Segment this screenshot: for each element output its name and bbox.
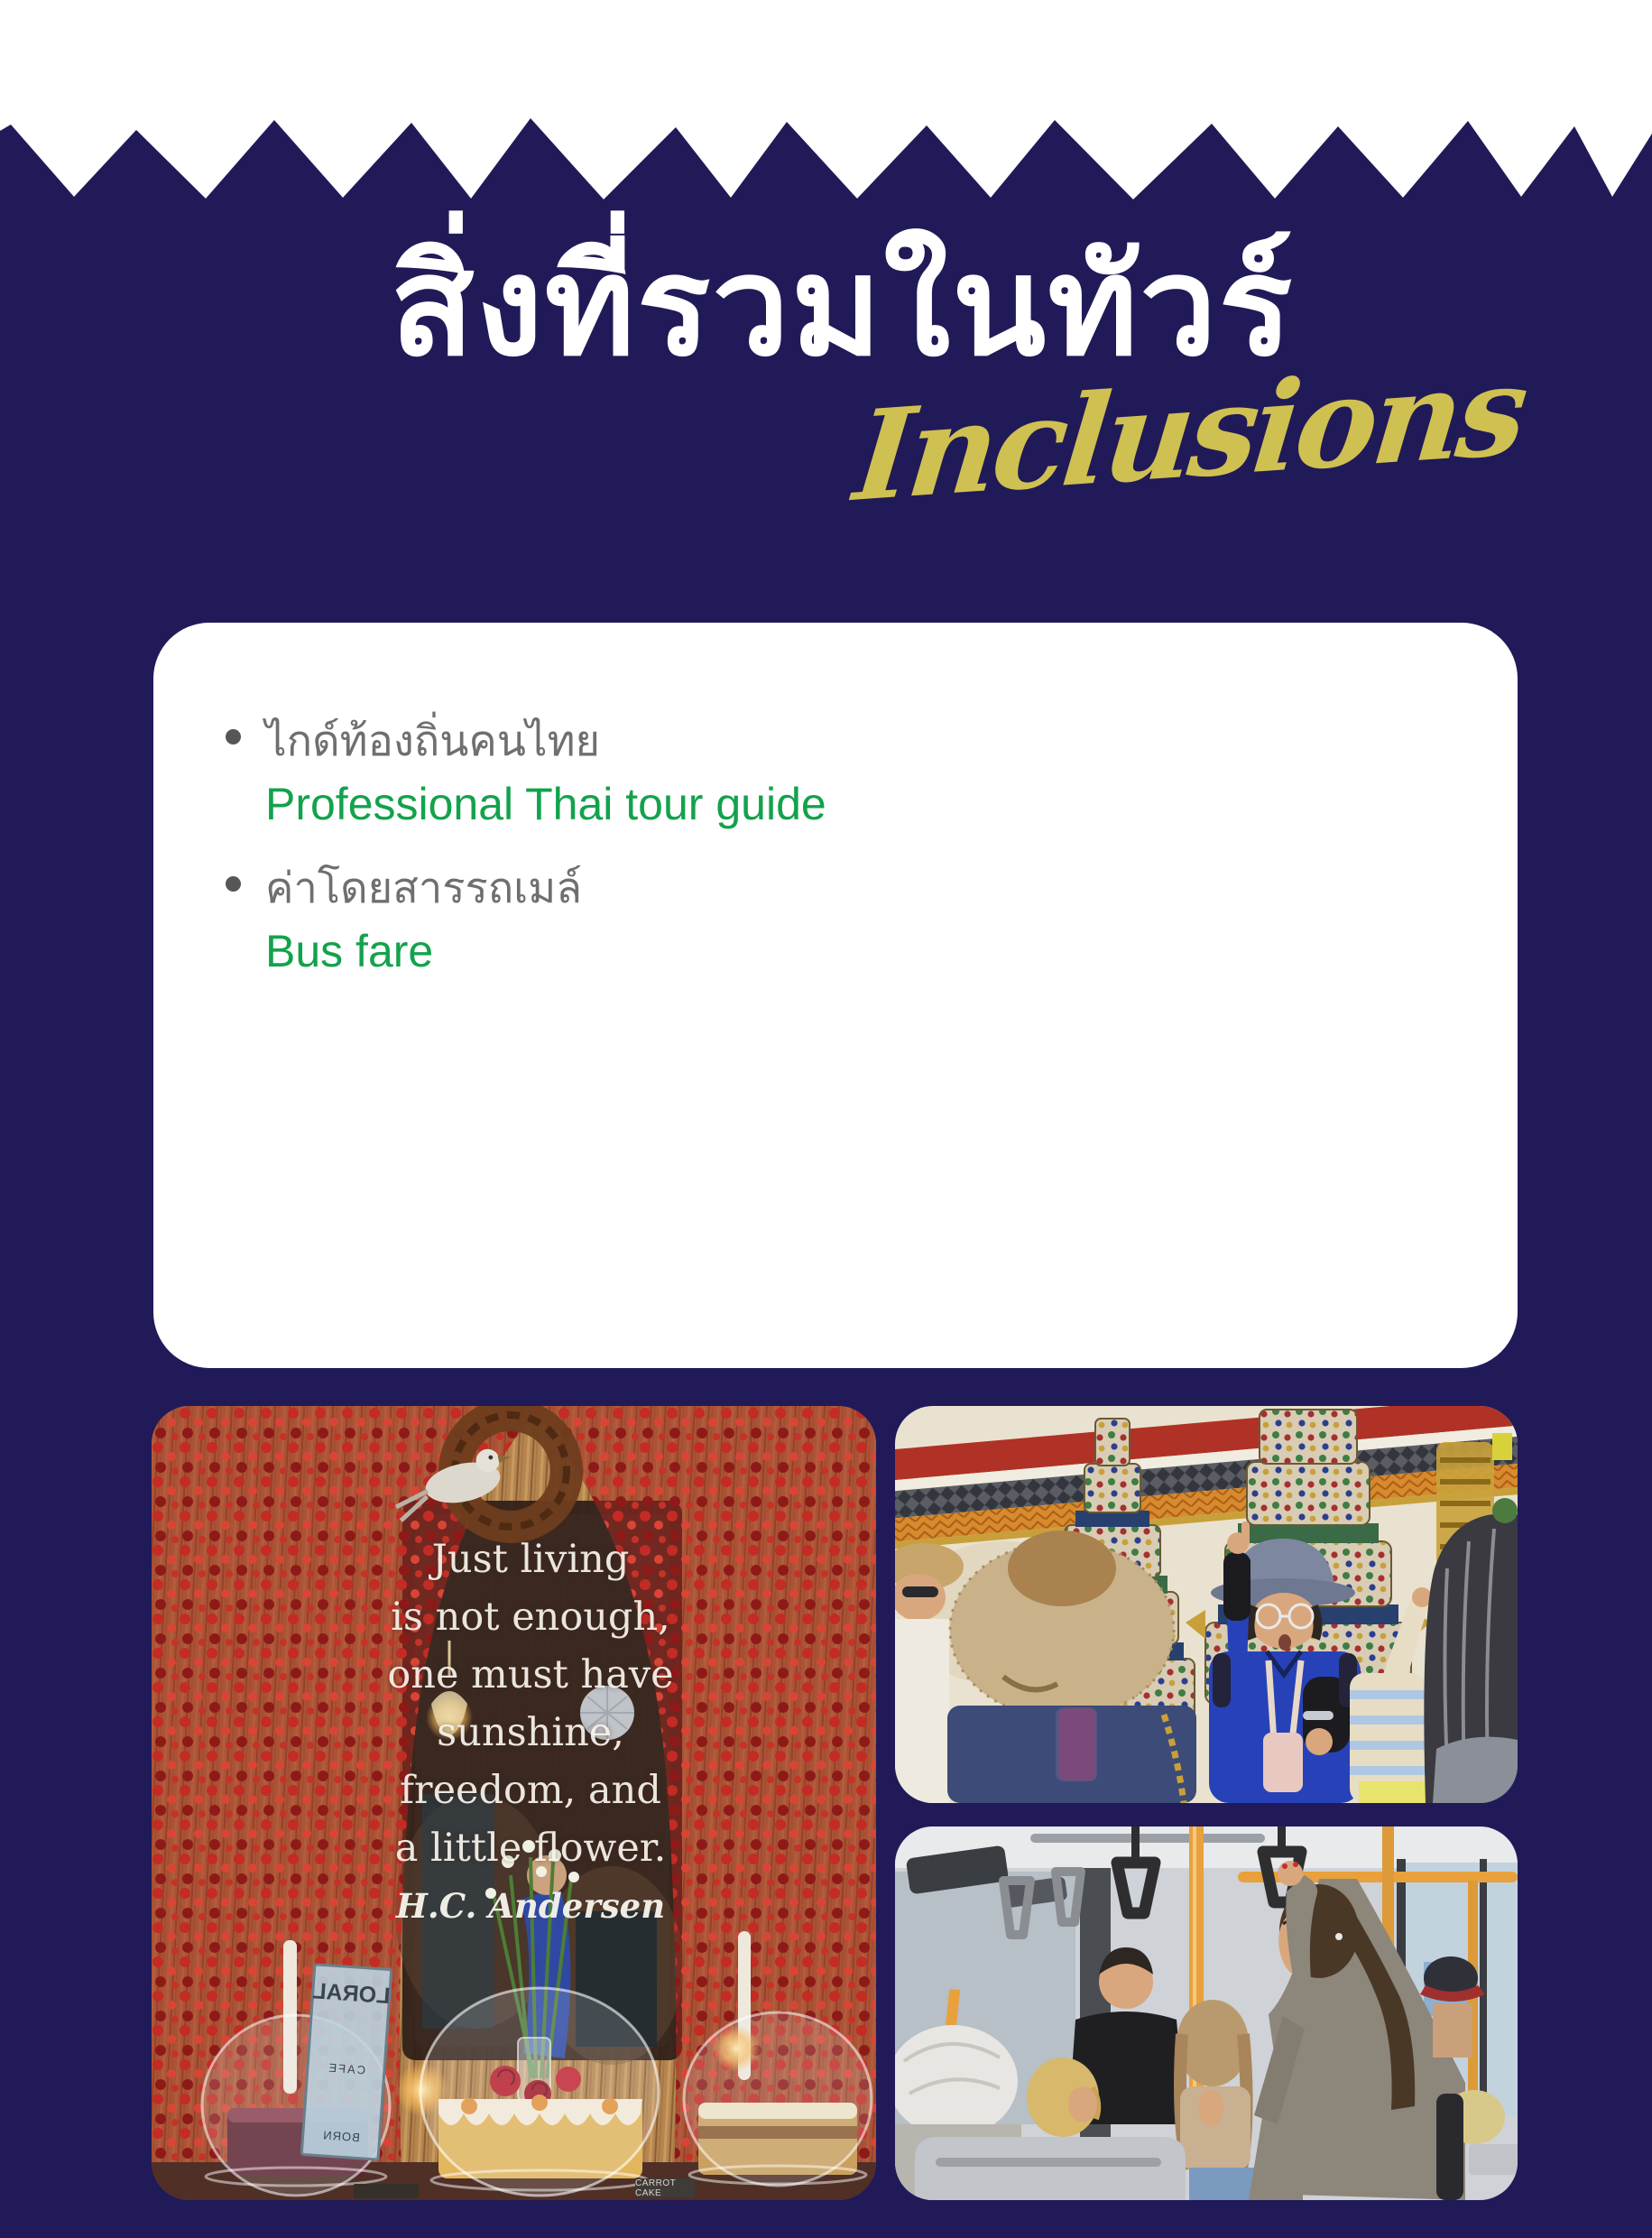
- quote-text: [379, 1531, 682, 1877]
- sign-line: LORAL: [311, 1978, 392, 2010]
- list-item-text: [265, 715, 826, 831]
- bus-illustration: [895, 1826, 1518, 2200]
- photo-bus-interior: [895, 1826, 1518, 2200]
- quote-attribution: H.C. Andersen: [395, 1886, 666, 1926]
- carrot-cake-label: CARROT CAKE: [635, 2178, 695, 2197]
- cake-dome-center: [420, 1988, 659, 2196]
- item-english-label: Bus fare: [265, 926, 434, 976]
- item-english-label: Professional Thai tour guide: [265, 779, 826, 829]
- photo-temple-tour-guide: [895, 1406, 1518, 1803]
- item-thai-label: ไกด์ท้องถิ่นคนไทย: [265, 717, 601, 764]
- cake-dome-right: [684, 2012, 872, 2186]
- zigzag-border: [0, 0, 1652, 208]
- bus-seat: [915, 2137, 1186, 2200]
- list-item-guide: [226, 715, 1436, 831]
- quote-line: freedom, and: [400, 1768, 661, 1813]
- sign-line: CAFE: [326, 2060, 366, 2076]
- inclusions-list: [226, 715, 1436, 978]
- floral-sleeve: [1058, 1708, 1096, 1780]
- quote-line: is not enough,: [391, 1595, 670, 1640]
- page-subtitle-script: Inclusions: [848, 337, 1530, 531]
- quote-line: a little flower.: [394, 1826, 667, 1871]
- quote-line: one must have: [387, 1652, 674, 1697]
- mirrored-cafe-sign: [300, 1963, 393, 2161]
- list-item-text: [265, 862, 582, 978]
- bullet-icon: [226, 876, 241, 892]
- temple-illustration: [895, 1406, 1518, 1803]
- page-title-thai: สิ่งที่รวมในทัวร์: [390, 230, 1295, 384]
- bullet-icon: [226, 729, 241, 744]
- sign-line: BORN: [321, 2128, 361, 2145]
- list-item-bus-fare: [226, 862, 1436, 978]
- item-thai-label: ค่าโดยสารรถเมล์: [265, 864, 583, 911]
- inclusions-card: [153, 623, 1518, 1368]
- quote-line: Just living: [431, 1537, 630, 1582]
- cake-label: [354, 2184, 419, 2198]
- photo-cafe-berry-arch: [152, 1406, 876, 2200]
- quote-line: sunshine,: [437, 1710, 624, 1755]
